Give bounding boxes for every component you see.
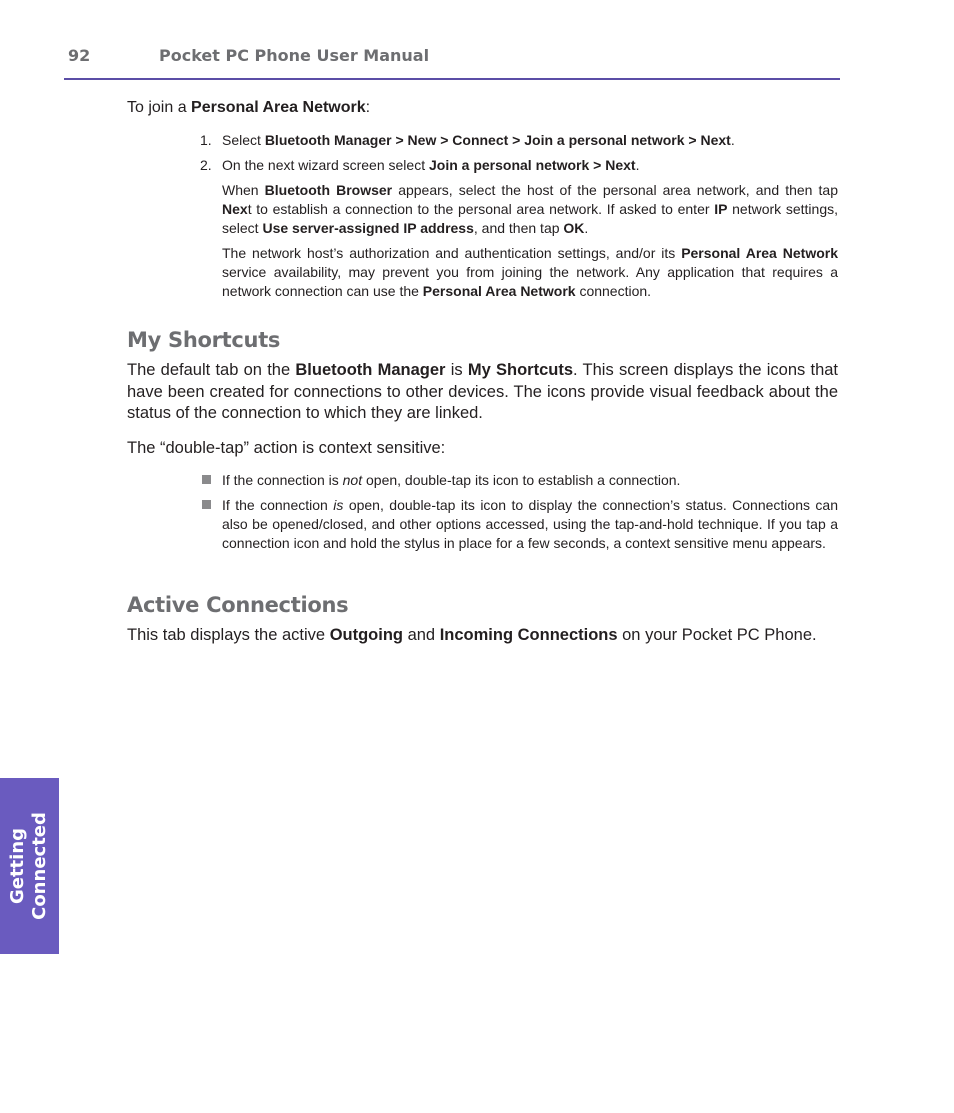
para-text: on your Pocket PC Phone. [617, 626, 817, 644]
para-text: appears, select the host of the personal area network, and then tap [392, 182, 839, 198]
bullet-square-icon [202, 475, 211, 484]
side-tab-line-2: Connected [29, 812, 50, 920]
step-2-paragraph-2 [222, 244, 838, 301]
intro-term: Personal Area Network [191, 99, 366, 116]
bullet-text: open, double-tap its icon to display the connection’s status. Connections can also be opened/closed, and other options accessed, using the tap-and-hold technique. If you tap a connection icon and hold the stylus in place for a few seconds, a context sensitive menu appears. [222, 497, 838, 551]
page-number: 92 [68, 46, 91, 65]
steps-list [200, 131, 838, 301]
para-text: , and then tap [473, 220, 564, 236]
para-bold: Bluetooth Browser [264, 182, 393, 198]
para-text: When [222, 182, 265, 198]
para-bold: Nex [222, 201, 248, 217]
running-title: Pocket PC Phone User Manual [159, 46, 430, 65]
para-text: network settings, select [222, 201, 838, 236]
bullet-text: If the connection is [222, 472, 343, 488]
my-shortcuts-heading: My Shortcuts [127, 328, 281, 352]
active-connections-paragraph [127, 625, 838, 647]
bullet-italic: is [333, 497, 344, 513]
side-tab-line-1: Getting [7, 827, 28, 905]
para-bold: Outgoing [329, 626, 403, 644]
step-2-paragraph-1 [222, 181, 838, 238]
para-text: is [445, 361, 468, 379]
para-text: The network host’s authorization and authentication settings, and/or its [222, 245, 682, 261]
para-text: connection. [575, 283, 652, 299]
my-shortcuts-paragraph [127, 360, 838, 425]
intro-line [127, 98, 370, 118]
para-bold: IP [714, 201, 728, 217]
para-bold: Personal Area Network [422, 283, 576, 299]
para-bold: My Shortcuts [467, 361, 574, 379]
step-text: On the next wizard screen select [222, 157, 429, 173]
bullet-item [200, 496, 838, 553]
step-text: . [635, 157, 640, 173]
step-2 [200, 156, 838, 175]
chapter-side-tab-label [7, 812, 51, 920]
para-text: and [403, 626, 440, 644]
bullet-item [200, 471, 838, 490]
step-bold: Join a personal network > Next [429, 157, 636, 173]
para-text: The default tab on the [127, 361, 296, 379]
bullet-text: If the connection [222, 497, 334, 513]
double-tap-paragraph: The “double-tap” action is context sensitive: [127, 439, 446, 457]
step-1 [200, 131, 838, 150]
para-bold: Incoming Connections [439, 626, 618, 644]
para-text: . [584, 220, 589, 236]
para-text: t to establish a connection to the personal area network. If asked to enter [247, 201, 715, 217]
bullet-square-icon [202, 500, 211, 509]
step-text: Select [222, 132, 265, 148]
active-connections-heading: Active Connections [127, 593, 349, 617]
para-text: . This screen displays the icons that have been created for connections to other devices. The icons provide visual feedback about the status of the connection to which they are linked. [127, 361, 839, 422]
intro-suffix: : [365, 99, 371, 116]
intro-prefix: To join a [127, 99, 192, 116]
para-bold: OK [563, 220, 585, 236]
bullet-list [200, 471, 838, 553]
step-bold: Bluetooth Manager > New > Connect > Join a personal network > Next [264, 132, 731, 148]
step-text: . [730, 132, 735, 148]
header-rule [64, 78, 840, 80]
bullet-text: open, double-tap its icon to establish a connection. [362, 472, 681, 488]
para-bold: Bluetooth Manager [295, 361, 446, 379]
para-bold: Use server-assigned IP address [262, 220, 474, 236]
para-bold: Personal Area Network [681, 245, 838, 261]
bullet-italic: not [342, 472, 363, 488]
step-number: 2. [200, 157, 212, 173]
para-text: This tab displays the active [127, 626, 330, 644]
para-text: service availability, may prevent you from joining the network. Any application that requires a network connection can use the [222, 264, 838, 299]
step-number: 1. [200, 132, 212, 148]
